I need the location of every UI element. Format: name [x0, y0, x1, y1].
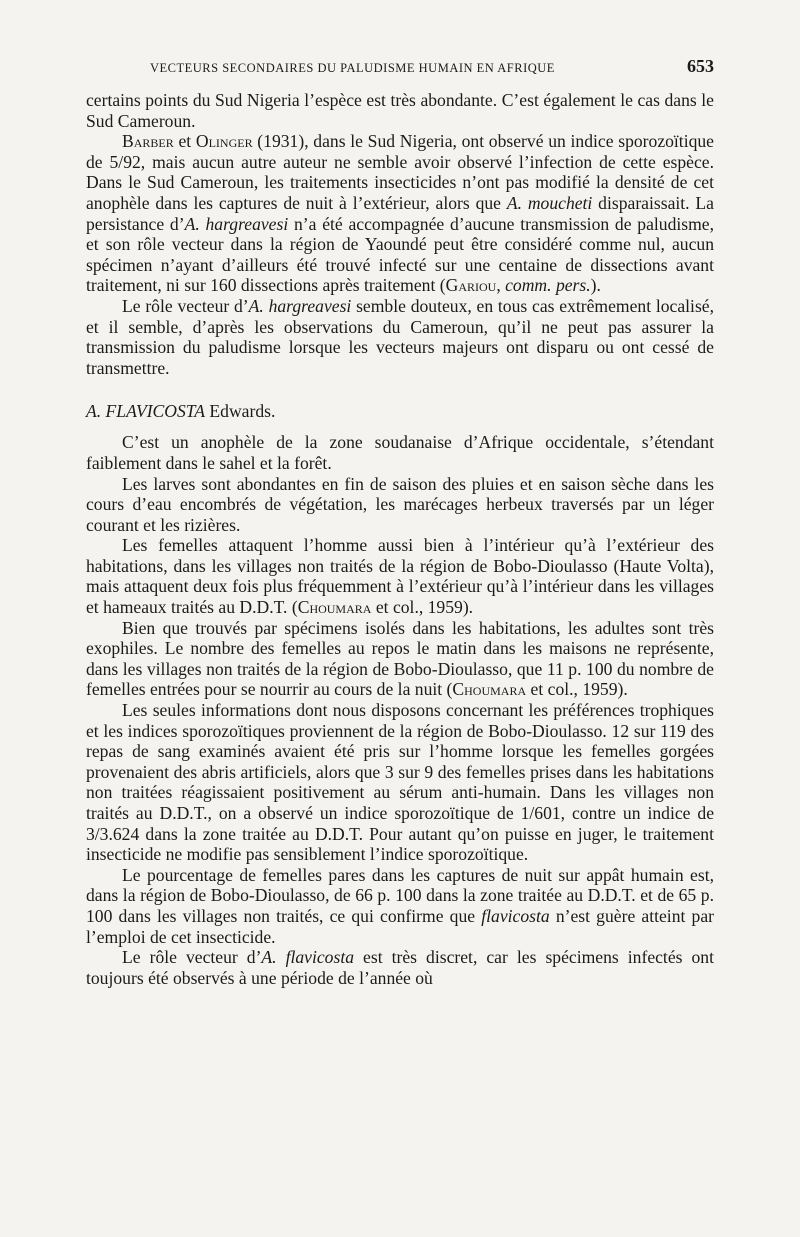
species-flavicosta: flavicosta: [481, 905, 550, 926]
author-choumara-2: Choumara: [452, 679, 527, 700]
paragraph-9: [86, 865, 714, 947]
paragraph-3: [86, 296, 714, 378]
author-olinger: Olinger: [195, 131, 253, 152]
p2-text-e: ,: [496, 275, 506, 296]
paragraph-8: [86, 700, 714, 865]
p9-text-a: Le pourcentage de femelles pares dans les captures de nuit sur appât humain est, dans la région de Bobo-Dioulasso, de 66 p. 100 dans la zone traitée au D.D.T. et de 65 p. 100 dans les villages non traités, ce qui confirme que: [86, 864, 714, 926]
p3-text-b: semble douteux, en tous cas extrêmement localisé, et il semble, d’après les observations du Cameroun, qu’il ne peut pas assurer la transmission du paludisme lorsque les vecteurs majeurs ont disparu ou ont cessé de transmettre.: [86, 295, 714, 378]
species-flavicosta-2: A. flavicosta: [261, 947, 355, 968]
p4-text: C’est un anophèle de la zone soudanaise d’Afrique occidentale, s’étendant faiblement dans le sahel et la forêt.: [86, 432, 714, 473]
p2-text-c: disparaissait. La persistance d’: [86, 192, 714, 234]
section-species: A. FLAVICOSTA: [86, 401, 206, 422]
paragraph-4: [86, 432, 714, 473]
p2-text-b: (1931), dans le Sud Nigeria, ont observé un indice sporozoïtique de 5/92, mais aucun autre auteur ne semble avoir observé l’infection de cette espèce. Dans le Sud Cameroun, les traitements insecticides n’ont pas modifié la densité de cet anophèle dans les captures de nuit à l’extérieur, alors que: [86, 131, 714, 213]
p6-text-b: et col., 1959).: [371, 597, 474, 618]
p8-text: Les seules informations dont nous disposons concernant les préférences trophiques et les indices sporozoïtiques proviennent de la région de Bobo-Dioulasso. 12 sur 119 des repas de sang examinés avaient été pris sur l’homme lorsque les femelles gorgées provenaient des abris artificiels, alors que 3 sur 9 des femelles prises dans les habitations non traitées réagissaient positivement au sérum anti-humain. Dans les villages non traités au D.D.T., on a observé un indice sporozoïtique de 1/601, contre un indice de 3/3.624 dans la zone traitée au D.D.T. Pour autant qu’on puisse en juger, le traitement insecticide ne modifie pas sensiblement l’indice sporozoïtique.: [86, 700, 714, 865]
p5-text: Les larves sont abondantes en fin de saison des pluies et en saison sèche dans les cours d’eau encombrés de végétation, les marécages herbeux traversés par un léger courant et les rizières.: [86, 473, 714, 535]
book-page: [86, 56, 714, 988]
paragraph-5: [86, 474, 714, 536]
author-choumara: Choumara: [297, 597, 372, 618]
species-hargreavesi: A. hargreavesi: [184, 213, 289, 234]
paragraph-6: [86, 535, 714, 617]
p2-text-a: et: [173, 131, 196, 152]
p7-text-b: et col., 1959).: [526, 679, 628, 700]
paragraph-1: [86, 90, 714, 131]
p10-text-a: Le rôle vecteur d’: [122, 947, 262, 968]
p3-text-a: Le rôle vecteur d’: [122, 295, 249, 316]
author-barber: Barber: [122, 131, 174, 152]
paragraph-10: [86, 947, 714, 988]
p9-text-b: n’est guère atteint par l’emploi de cet insecticide.: [86, 905, 714, 947]
species-hargreavesi-2: A. hargreavesi: [248, 295, 352, 316]
p2-text-d: n’a été accompagnée d’aucune transmission de paludisme, et son rôle vecteur dans la région de Yaoundé peut être considéré comme nul, aucun spécimen n’ayant d’ailleurs été trouvé infecté sur une centaine de dissections avant traitement, ni sur 160 dissections après traitement (: [86, 213, 715, 296]
p6-text-a: Les femelles attaquent l’homme aussi bien à l’intérieur qu’à l’extérieur des habitations, dans les villages non traités de la région de Bobo-Dioulasso (Haute Volta), mais attaquent deux fois plus fréquemment à l’extérieur qu’à l’intérieur dans les villages et hameaux traités au D.D.T. (: [86, 535, 714, 618]
section-heading: [86, 400, 714, 422]
page-number: 653: [687, 56, 714, 76]
p1-text: certains points du Sud Nigeria l’espèce est très abondante. C’est également le cas dans le Sud Cameroun.: [86, 90, 714, 131]
comm-pers: comm. pers.: [505, 275, 591, 296]
species-moucheti: A. moucheti: [506, 192, 593, 213]
paragraph-2: [86, 131, 714, 296]
p2-text-f: ).: [590, 275, 601, 296]
body-text: [86, 90, 714, 988]
running-title: VECTEURS SECONDAIRES DU PALUDISME HUMAIN EN AFRIQUE: [150, 61, 555, 75]
author-gariou: Gariou: [445, 275, 497, 296]
page-header: [86, 56, 714, 84]
p10-text-b: est très discret, car les spécimens infectés ont toujours été observés à une période de l’année où: [86, 947, 714, 988]
paragraph-7: [86, 618, 714, 700]
section-author: Edwards.: [205, 401, 276, 422]
p7-text-a: Bien que trouvés par spécimens isolés dans les habitations, les adultes sont très exophiles. Le nombre des femelles au repos le matin dans les maisons ne représente, dans les villages non traités de la région de Bobo-Dioulasso, que 11 p. 100 du nombre de femelles entrées pour se nourrir au cours de la nuit (: [86, 617, 714, 700]
